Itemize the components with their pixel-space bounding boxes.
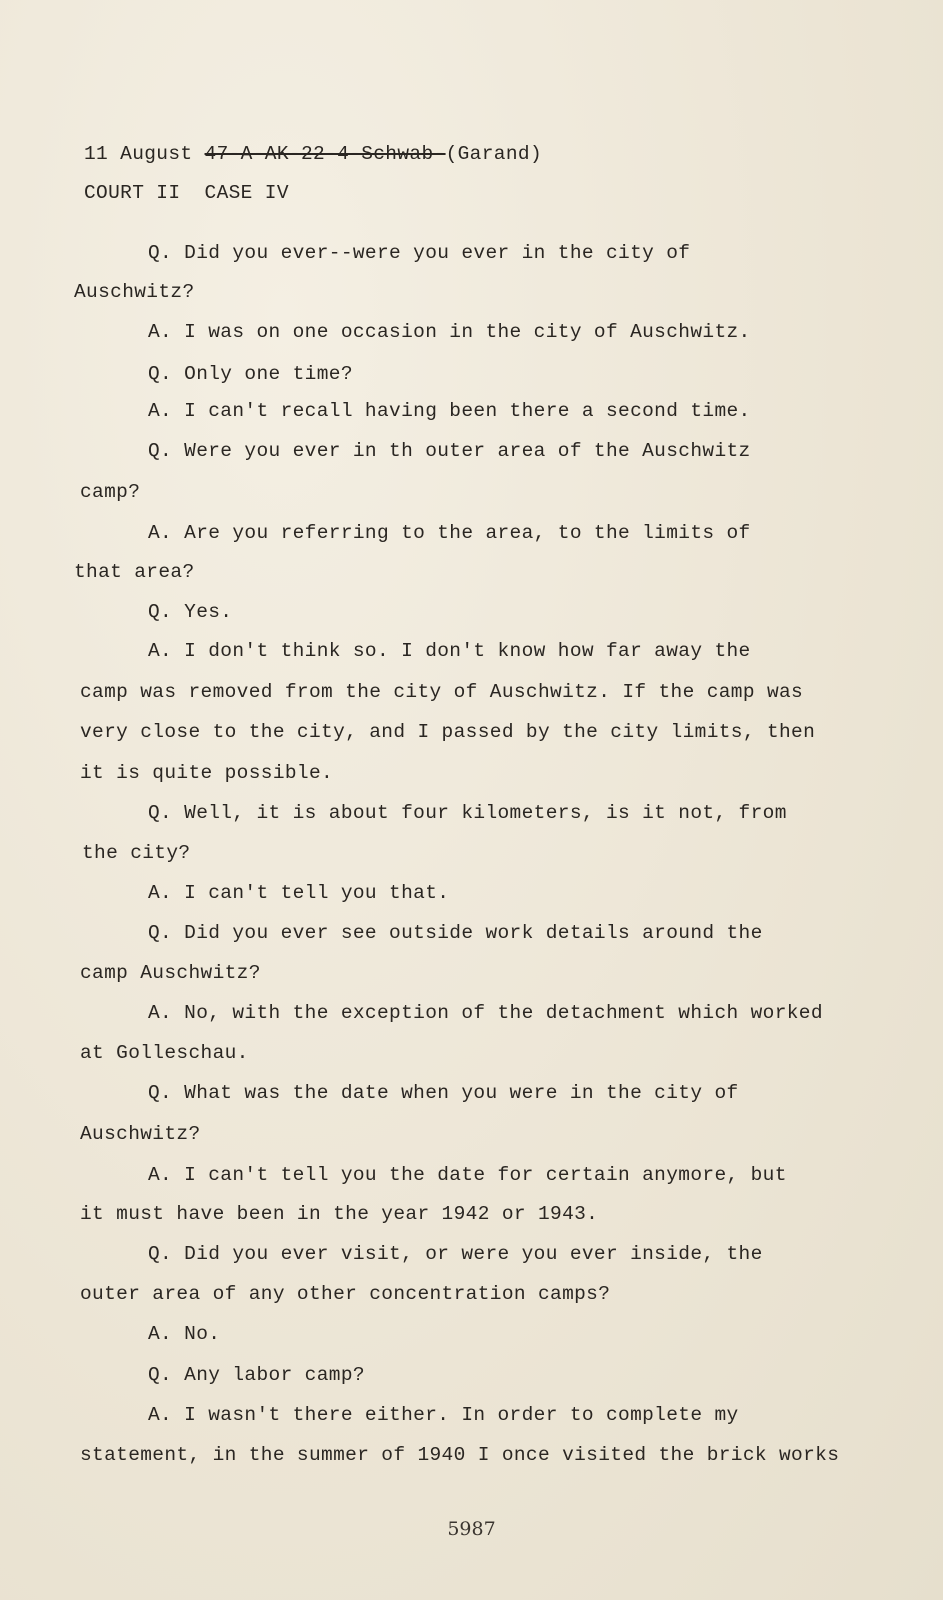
transcript-line: statement, in the summer of 1940 I once visited the brick works — [80, 1444, 840, 1466]
transcript-line: A. No. — [148, 1323, 221, 1345]
header-interpreter: (Garand) — [445, 143, 542, 165]
transcript-line: A. I can't tell you the date for certain anymore, but — [148, 1164, 787, 1186]
transcript-line: A. I was on one occasion in the city of Auschwitz. — [148, 321, 751, 343]
transcript-line: A. I wasn't there either. In order to complete my — [148, 1404, 739, 1426]
transcript-line: Q. Did you ever visit, or were you ever inside, the — [148, 1243, 763, 1265]
header-date: 11 August — [84, 143, 193, 165]
transcript-line: that area? — [74, 561, 195, 583]
transcript-line: it is quite possible. — [80, 762, 334, 784]
transcript-line: Q. Only one time? — [148, 363, 353, 385]
transcript-line: camp Auschwitz? — [80, 962, 261, 984]
transcript-line: Q. What was the date when you were in the city of — [148, 1082, 739, 1104]
transcript-line: A. I don't think so. I don't know how far away the — [148, 640, 751, 662]
header-date-line — [84, 145, 542, 165]
transcript-line: A. Are you referring to the area, to the limits of — [148, 522, 751, 544]
transcript-line: camp? — [80, 481, 141, 503]
transcript-line: Auschwitz? — [80, 1123, 201, 1145]
transcript-line: A. No, with the exception of the detachment which worked — [148, 1002, 823, 1024]
transcript-line: Q. Did you ever--were you ever in the city of — [148, 242, 691, 264]
transcript-line: A. I can't tell you that. — [148, 882, 450, 904]
page-number: 5987 — [447, 1518, 496, 1540]
transcript-line: it must have been in the year 1942 or 1943. — [80, 1203, 599, 1225]
transcript-line: camp was removed from the city of Auschwitz. If the camp was — [80, 681, 804, 703]
transcript-line: Q. Yes. — [148, 601, 233, 623]
transcript-line: Q. Well, it is about four kilometers, is it not, from — [148, 802, 787, 824]
transcript-line: Q. Were you ever in th outer area of the Auschwitz — [148, 440, 751, 462]
transcript-line: Q. Did you ever see outside work details around the — [148, 922, 763, 944]
transcript-line: Auschwitz? — [74, 281, 195, 303]
transcript-line: at Golleschau. — [80, 1042, 249, 1064]
transcript-line: outer area of any other concentration camps? — [80, 1283, 611, 1305]
court-case-heading: COURT II CASE IV — [84, 182, 289, 204]
transcript-line: the city? — [82, 842, 191, 864]
transcript-line: A. I can't recall having been there a second time. — [148, 400, 751, 422]
transcript-line: very close to the city, and I passed by the city limits, then — [80, 721, 816, 743]
header-struck-reference: 47-A-AK-22-4-Schwab- — [204, 143, 446, 165]
transcript-line: Q. Any labor camp? — [148, 1364, 365, 1386]
